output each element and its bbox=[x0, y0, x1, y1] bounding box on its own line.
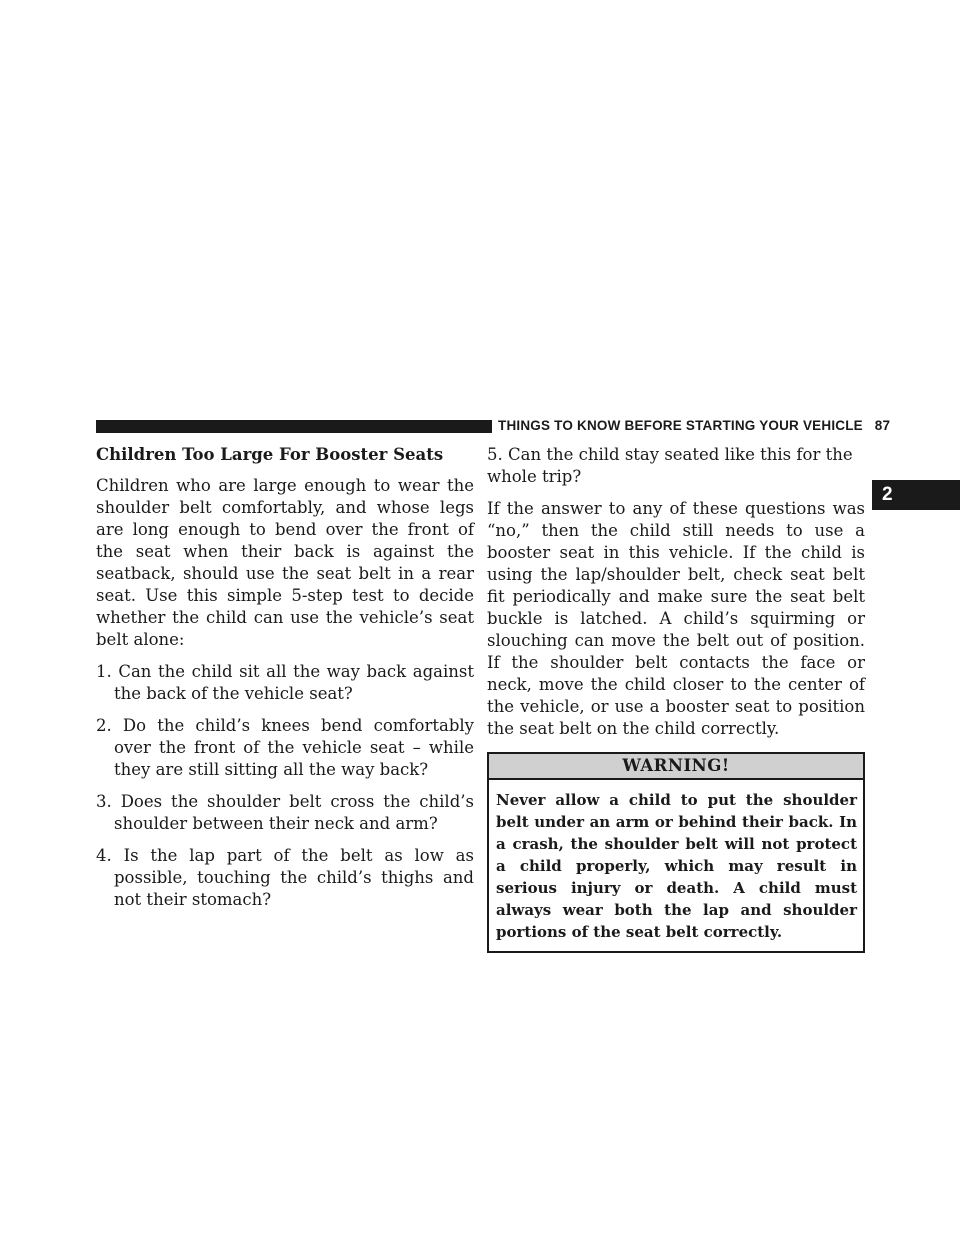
page-number: 87 bbox=[874, 418, 891, 433]
answer-paragraph: If the answer to any of these questions was “no,” then the child still needs to use a booster seat in this vehicle. If the child is using the lap/shoulder belt, check seat belt fit periodically and make sure the seat belt buckle is latched. A child’s squirming or slouching can move the belt out of position. If the shoulder belt contacts the face or neck, move the child closer to the center of the vehicle, or use a booster seat to position the seat belt on the child correctly. bbox=[487, 499, 865, 738]
warning-title: WARNING! bbox=[489, 754, 863, 780]
running-header bbox=[498, 416, 891, 436]
test-question-2: 2. Do the child’s knees bend comfortably over the front of the vehicle seat – while they are still sitting all the way back? bbox=[96, 716, 474, 779]
header-rule bbox=[96, 420, 492, 433]
test-question-4: 4. Is the lap part of the belt as low as possible, touching the child’s thighs and not their stomach? bbox=[96, 846, 474, 909]
warning-box bbox=[487, 752, 865, 953]
test-question-1: 1. Can the child sit all the way back against the back of the vehicle seat? bbox=[96, 662, 474, 703]
chapter-tab: 2 bbox=[872, 480, 960, 510]
test-question-5: 5. Can the child stay seated like this for the whole trip? bbox=[487, 445, 853, 486]
test-question-3: 3. Does the shoulder belt cross the child’s shoulder between their neck and arm? bbox=[96, 792, 474, 833]
warning-body: Never allow a child to put the shoulder belt under an arm or behind their back. In a crash, the shoulder belt will not protect a child properly, which may result in serious injury or death. A child must always wear both the lap and shoulder portions of the seat belt correctly. bbox=[496, 791, 857, 941]
section-heading: Children Too Large For Booster Seats bbox=[96, 445, 444, 464]
header-section-title: THINGS TO KNOW BEFORE STARTING YOUR VEHICLE bbox=[498, 418, 863, 433]
left-column bbox=[96, 444, 474, 921]
right-column bbox=[487, 444, 865, 953]
intro-paragraph: Children who are large enough to wear the shoulder belt comfortably, and whose legs are long enough to bend over the front of the seat when their back is against the seatback, should use the seat belt in a rear seat. Use this simple 5-step test to decide whether the child can use the vehicle’s seat belt alone: bbox=[96, 476, 474, 649]
